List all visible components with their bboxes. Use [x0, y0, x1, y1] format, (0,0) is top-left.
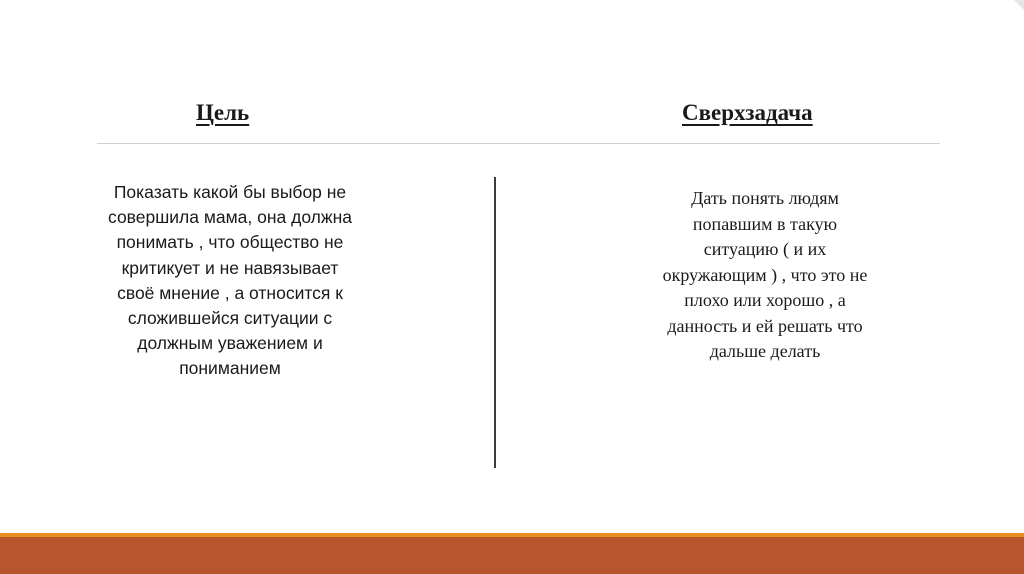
supertask-text-line: окружающим ) , что это не — [662, 264, 868, 285]
goal-text-line: совершила мама, она должна — [108, 207, 352, 228]
goal-text-line: понимать , что общество не — [116, 232, 344, 253]
supertask-text-line: данность и ей решать что — [667, 315, 863, 336]
goal-text-line: своё мнение , а относится к — [117, 282, 343, 303]
footer-band — [0, 537, 1024, 574]
supertask-text — [620, 186, 910, 365]
heading-supertask: Сверхзадача — [682, 100, 813, 125]
goal-text-line: критикует и не навязывает — [121, 257, 339, 278]
goal-text-line: пониманием — [179, 358, 281, 379]
supertask-text-line: дальше делать — [709, 341, 821, 361]
goal-text-line: Показать какой бы выбор не — [113, 182, 347, 202]
slide-corner-mark — [1014, 0, 1024, 10]
goal-text-line: сложившейся ситуации с — [127, 308, 333, 329]
supertask-text-line: плохо или хорошо , а — [684, 290, 846, 310]
supertask-text-line: Дать понять людям — [691, 188, 839, 208]
supertask-text-line: попавшим в такую — [692, 213, 838, 234]
goal-text-line: должным уважением и — [137, 333, 323, 354]
goal-text — [80, 180, 380, 382]
heading-goal: Цель — [196, 100, 250, 125]
column-divider — [494, 177, 496, 468]
header-rule — [97, 143, 940, 144]
supertask-text-line: ситуацию ( и их — [703, 239, 827, 259]
